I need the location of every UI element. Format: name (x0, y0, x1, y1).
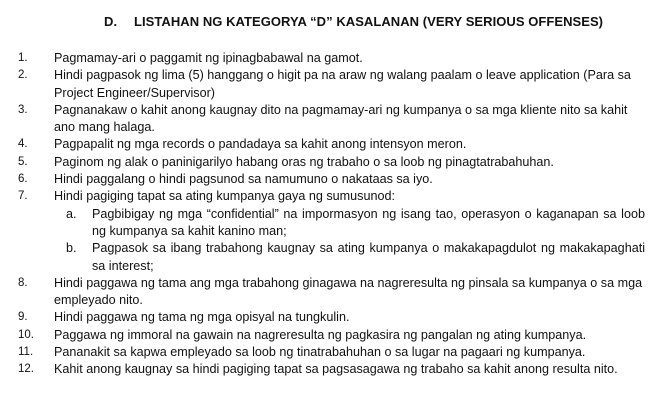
item-text: Hindi paggalang o hindi pagsunod sa namumuno o nakataas sa iyo. (54, 172, 433, 187)
item-text: Pagnanakaw o kahit anong kaugnay dito na pagmamay-ari ng kumpanya o sa mga kliente nito sa kahit ano mang halaga. (54, 102, 628, 135)
list-item (0, 344, 663, 361)
item-number: 11. (18, 346, 34, 359)
item-number: 10. (18, 328, 34, 341)
item-text: Pananakit sa kapwa empleyado sa loob ng tinatrabahuhan o sa lugar na pagaari ng kumpanya. (54, 345, 586, 360)
item-text: Pagmamay-ari o paggamit ng ipinagbabawal na gamot. (54, 51, 363, 65)
list-item (0, 67, 663, 102)
list-item (0, 275, 663, 310)
sub-item-letter: b. (66, 241, 77, 256)
item-text: Hindi pagiging tapat sa ating kumpanya gaya ng sumusunod: (54, 189, 395, 204)
item-number: 8. (18, 276, 28, 289)
item-number: 9. (18, 311, 28, 324)
item-text: Paggawa ng immoral na gawain na nagreresulta ng pagkasira ng pangalan ng ating kumpanya. (54, 327, 587, 342)
item-number: 12. (18, 363, 34, 376)
item-number: 7. (18, 190, 28, 203)
item-number: 4. (18, 138, 28, 151)
section-letter: D. (104, 14, 118, 29)
list-item (0, 136, 663, 153)
item-number: 2. (18, 69, 28, 82)
item-number: 6. (18, 173, 28, 186)
sub-list-item (54, 206, 645, 241)
item-number: 1. (18, 52, 28, 64)
sub-list-item (54, 240, 645, 275)
list-item (0, 361, 663, 378)
sub-item-letter: a. (66, 206, 77, 221)
list-item (0, 154, 663, 171)
item-text: Hindi paggawa ng tama ang mga trabahong ginagawa na nagreresulta ng pinsala sa kumpanya o sa mga empleyado nito. (54, 275, 643, 308)
section-heading (104, 14, 603, 29)
list-item (0, 327, 663, 344)
item-number: 3. (18, 103, 28, 116)
list-item (0, 50, 663, 67)
offense-list (0, 50, 663, 379)
item-text: Hindi paggawa ng tama ng mga opisyal na tungkulin. (54, 310, 350, 325)
sub-item-text: Pagpasok sa ibang trabahong kaugnay sa ating kumpanya o makakapagdulot ng makakapaghati sa interest; (92, 241, 645, 273)
item-text: Pagpapalit ng mga records o pandadaya sa kahit anong intensyon meron. (54, 137, 467, 152)
item-number: 5. (18, 155, 28, 168)
list-item (0, 171, 663, 188)
item-text: Hindi pagpasok ng lima (5) hanggang o higit pa na araw ng walang paalam o leave application (Para sa Project Engineer/Supervisor) (54, 68, 631, 100)
section-title: LISTAHAN NG KATEGORYA “D” KASALANAN (VERY SERIOUS OFFENSES) (134, 14, 604, 29)
item-text: Kahit anong kaugnay sa hindi pagiging tapat sa pagsasagawa ng trabaho sa kahit anong resulta nito. (54, 362, 618, 377)
list-item (0, 309, 663, 326)
item-text: Paginom ng alak o paninigarilyo habang oras ng trabaho o sa loob ng pinagtatrabahuhan. (54, 154, 554, 169)
list-item (0, 188, 663, 274)
sub-item-text: Pagbibigay ng mga “confidential” na impormasyon ng isang tao, operasyon o kaganapan sa loob ng kumpanya sa kahit kanino man; (92, 206, 645, 238)
list-item (0, 102, 663, 137)
